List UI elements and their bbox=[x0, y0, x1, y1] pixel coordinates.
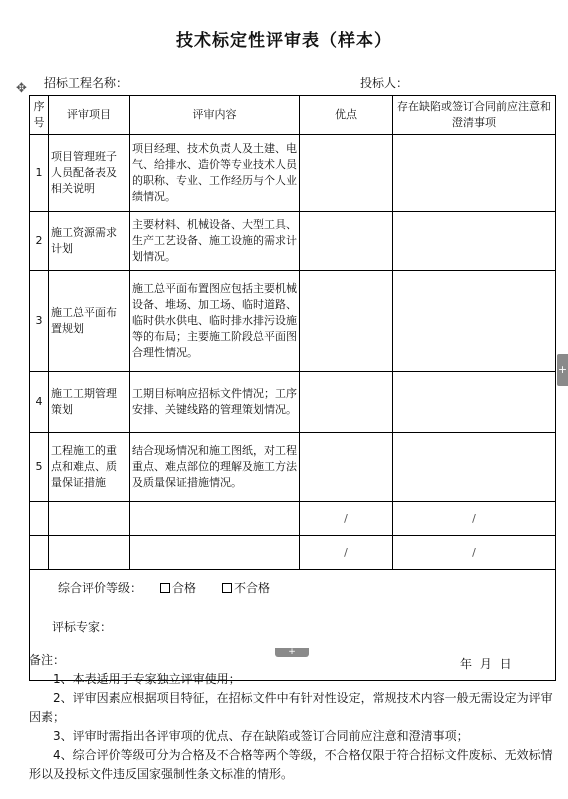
review-table bbox=[29, 95, 556, 681]
bidder-label: 投标人： bbox=[360, 76, 409, 90]
merits-cell[interactable]: / bbox=[300, 536, 393, 570]
review-content: 工期目标响应招标文件情况；工序安排、关键线路的管理策划情况。 bbox=[130, 372, 300, 433]
row-number bbox=[30, 502, 49, 536]
table-row bbox=[30, 135, 556, 212]
row-number bbox=[30, 536, 49, 570]
table-header-row bbox=[30, 96, 556, 135]
defects-cell[interactable] bbox=[393, 271, 556, 372]
project-name-label: 招标工程名称： bbox=[44, 76, 129, 90]
defects-cell[interactable] bbox=[393, 135, 556, 212]
defects-cell[interactable]: / bbox=[393, 536, 556, 570]
header-merits: 优点 bbox=[300, 96, 393, 135]
merits-cell[interactable] bbox=[300, 135, 393, 212]
review-item[interactable] bbox=[49, 502, 130, 536]
notes-heading: 备注： bbox=[29, 653, 66, 667]
defects-cell[interactable] bbox=[393, 212, 556, 271]
review-item: 施工总平面布置规划 bbox=[49, 271, 130, 372]
review-item: 施工资源需求计划 bbox=[49, 212, 130, 271]
note-item: 2、评审因素应根据项目特征，在招标文件中有针对性设定，常规技术内容一般无需设定为评审因素； bbox=[29, 691, 553, 724]
header-defects: 存在缺陷或签订合同前应注意和澄清事项 bbox=[393, 96, 556, 135]
expand-plus-icon[interactable]: + bbox=[557, 354, 568, 386]
row-number: 5 bbox=[30, 433, 49, 502]
page-title: 技术标定性评审表（样本） bbox=[176, 31, 392, 51]
review-item[interactable] bbox=[49, 536, 130, 570]
note-item: 1、本表适用于专家独立评审使用； bbox=[53, 672, 241, 686]
defects-cell[interactable]: / bbox=[393, 502, 556, 536]
merits-cell[interactable] bbox=[300, 271, 393, 372]
table-row bbox=[30, 372, 556, 433]
header-content: 评审内容 bbox=[130, 96, 300, 135]
fail-option[interactable] bbox=[222, 580, 270, 596]
review-content[interactable] bbox=[130, 536, 300, 570]
row-number: 3 bbox=[30, 271, 49, 372]
expand-plus-icon[interactable]: + bbox=[275, 648, 309, 657]
pass-checkbox[interactable] bbox=[160, 583, 170, 593]
note-item: 4、综合评价等级可分为合格及不合格等两个等级，不合格仅限于符合招标文件废标、无效标情形以及投标文件违反国家强制性条文标准的情形。 bbox=[29, 748, 553, 781]
header-no: 序号 bbox=[30, 96, 49, 135]
merits-cell[interactable] bbox=[300, 372, 393, 433]
expert-label: 评标专家： bbox=[52, 620, 113, 634]
table-row bbox=[30, 212, 556, 271]
table-row bbox=[30, 433, 556, 502]
review-content: 施工总平面布置图应包括主要机械设备、堆场、加工场、临时道路、临时供水供电、临时排水排污设施等的布局；主要施工阶段总平面图合理性情况。 bbox=[130, 271, 300, 372]
fail-checkbox[interactable] bbox=[222, 583, 232, 593]
defects-cell[interactable] bbox=[393, 433, 556, 502]
merits-cell[interactable] bbox=[300, 212, 393, 271]
blank-row bbox=[30, 536, 556, 570]
review-content[interactable] bbox=[130, 502, 300, 536]
merits-cell[interactable] bbox=[300, 433, 393, 502]
note-item: 3、评审时需指出各评审项的优点、存在缺陷或签订合同前应注意和澄清事项； bbox=[53, 729, 469, 743]
row-number: 2 bbox=[30, 212, 49, 271]
blank-row bbox=[30, 502, 556, 536]
date-label: 年 月 日 bbox=[460, 657, 514, 671]
row-number: 4 bbox=[30, 372, 49, 433]
move-icon[interactable]: ✥ bbox=[16, 81, 27, 96]
table-row bbox=[30, 271, 556, 372]
defects-cell[interactable] bbox=[393, 372, 556, 433]
grade-label: 综合评价等级： bbox=[58, 581, 143, 595]
review-content: 项目经理、技术负责人及土建、电气、给排水、造价等专业技术人员的职称、专业、工作经历与个人业绩情况。 bbox=[130, 135, 300, 212]
merits-cell[interactable]: / bbox=[300, 502, 393, 536]
review-item: 工程施工的重点和难点、质量保证措施 bbox=[49, 433, 130, 502]
review-content: 主要材料、机械设备、大型工具、生产工艺设备、施工设施的需求计划情况。 bbox=[130, 212, 300, 271]
pass-label: 合格 bbox=[172, 581, 197, 595]
review-content: 结合现场情况和施工图纸，对工程重点、难点部位的理解及施工方法及质量保证措施情况。 bbox=[130, 433, 300, 502]
review-item: 施工工期管理策划 bbox=[49, 372, 130, 433]
fail-label: 不合格 bbox=[234, 581, 271, 595]
review-item: 项目管理班子人员配备表及相关说明 bbox=[49, 135, 130, 212]
pass-option[interactable] bbox=[160, 580, 196, 596]
header-item: 评审项目 bbox=[49, 96, 130, 135]
row-number: 1 bbox=[30, 135, 49, 212]
notes-section bbox=[29, 651, 557, 784]
